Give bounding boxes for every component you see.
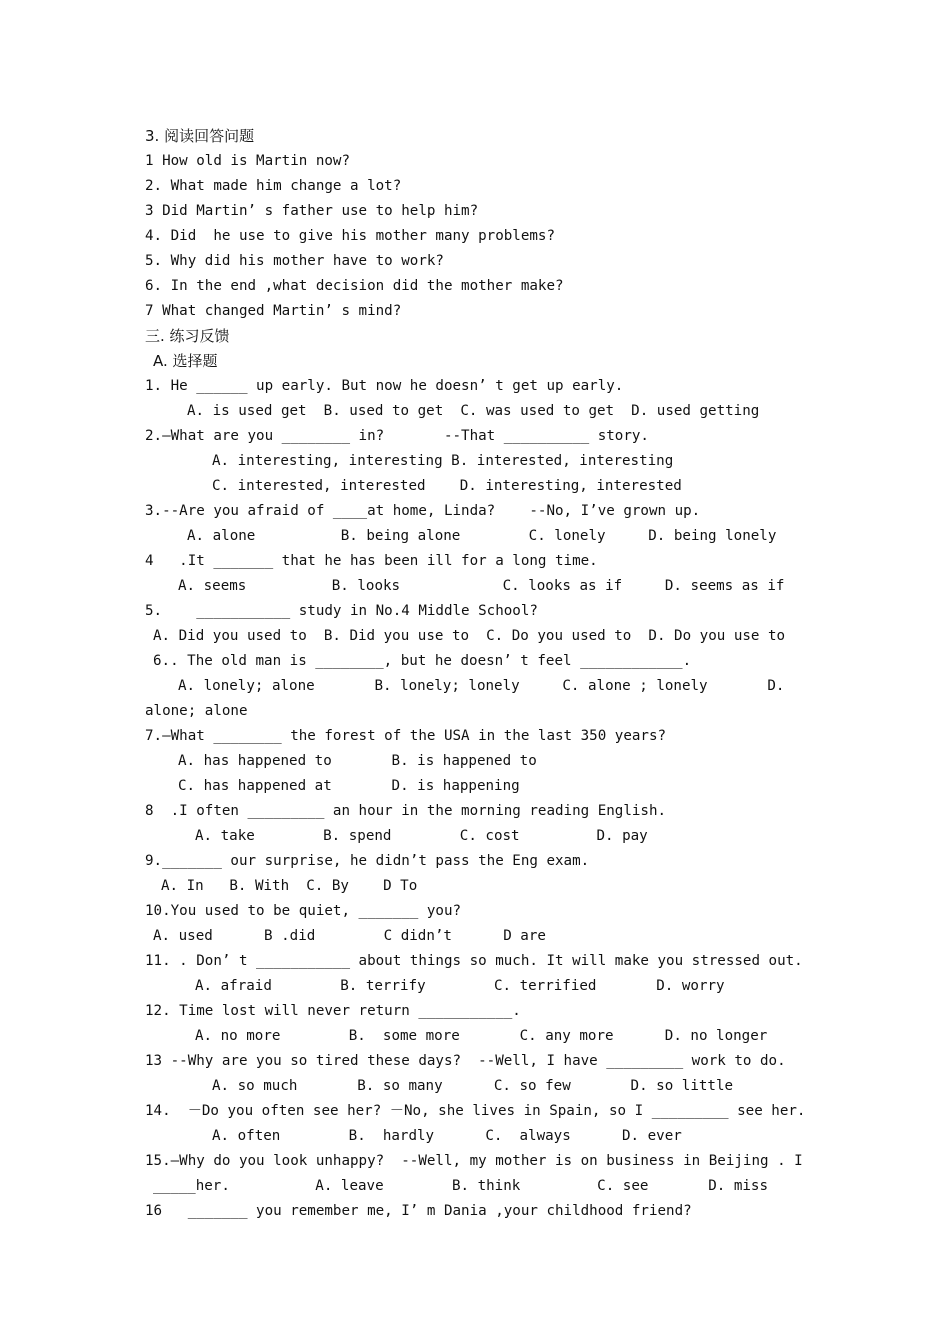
text-line: A. used B .did C didn’t D are xyxy=(153,928,546,944)
text-line: A. take B. spend C. cost D. pay xyxy=(195,828,648,844)
text-line: 8 .I often _________ an hour in the morning reading English. xyxy=(145,803,667,819)
text-line: A. Did you used to B. Did you use to C. Do you used to D. Do you use to xyxy=(153,628,786,644)
text-line: A. so much B. so many C. so few D. so little xyxy=(212,1078,734,1094)
text-line: 3 Did Martin’ s father use to help him? xyxy=(145,203,479,219)
text-line: 1. He ______ up early. But now he doesn’ t get up early. xyxy=(145,378,624,394)
text-line: A. In B. With C. By D To xyxy=(161,878,418,894)
text-line: 三. 练习反馈 xyxy=(145,327,230,345)
text-line: A. afraid B. terrify C. terrified D. worry xyxy=(195,978,725,994)
text-line: 2. What made him change a lot? xyxy=(145,178,402,194)
text-line: C. interested, interested D. interesting, interested xyxy=(212,478,682,494)
text-line: 5. ___________ study in No.4 Middle School? xyxy=(145,603,538,619)
document-page xyxy=(0,124,950,1224)
text-line: 6.. The old man is ________, but he doesn’ t feel ____________. xyxy=(153,653,692,669)
text-line: 7 What changed Martin’ s mind? xyxy=(145,303,402,319)
text-line: C. has happened at D. is happening xyxy=(178,778,520,794)
text-line: 3. 阅读回答问题 xyxy=(145,127,255,145)
text-line: 5. Why did his mother have to work? xyxy=(145,253,444,269)
text-line: 2.—What are you ________ in? --That __________ story. xyxy=(145,428,649,444)
text-line: 3.--Are you afraid of ____at home, Linda? --No, I’ve grown up. xyxy=(145,503,701,519)
text-line: 12. Time lost will never return ___________. xyxy=(145,1003,521,1019)
text-line: _____her. A. leave B. think C. see D. miss xyxy=(153,1178,768,1194)
text-line: 13 --Why are you so tired these days? --Well, I have _________ work to do. xyxy=(145,1053,786,1069)
text-line: A. interesting, interesting B. interested, interesting xyxy=(212,453,674,469)
text-line: 4. Did he use to give his mother many problems? xyxy=(145,228,555,244)
text-line: A. seems B. looks C. looks as if D. seems as if xyxy=(178,578,785,594)
text-line: A. alone B. being alone C. lonely D. being lonely xyxy=(187,528,777,544)
text-line: A. lonely; alone B. lonely; lonely C. alone ; lonely D. xyxy=(178,678,785,694)
text-line: 15.—Why do you look unhappy? --Well, my mother is on business in Beijing . I xyxy=(145,1153,803,1169)
text-line: 1 How old is Martin now? xyxy=(145,153,350,169)
text-line: A. no more B. some more C. any more D. no longer xyxy=(195,1028,768,1044)
text-line: A. has happened to B. is happened to xyxy=(178,753,537,769)
text-line: alone; alone xyxy=(145,703,248,719)
text-line: 9._______ our surprise, he didn’t pass the Eng exam. xyxy=(145,853,590,869)
text-line: 6. In the end ,what decision did the mother make? xyxy=(145,278,564,294)
text-line: 16 _______ you remember me, I’ m Dania ,your childhood friend? xyxy=(145,1203,692,1219)
text-line: A. is used get B. used to get C. was used to get D. used getting xyxy=(187,403,760,419)
text-line: 14. －Do you often see her? －No, she lives in Spain, so I _________ see her. xyxy=(145,1103,806,1119)
text-line: A. often B. hardly C. always D. ever xyxy=(212,1128,682,1144)
text-line: 11. . Don’ t ___________ about things so much. It will make you stressed out. xyxy=(145,953,803,969)
text-line: 10.You used to be quiet, _______ you? xyxy=(145,903,462,919)
text-line: 7.—What ________ the forest of the USA in the last 350 years? xyxy=(145,728,667,744)
text-line: 4 .It _______ that he has been ill for a long time. xyxy=(145,553,598,569)
text-line: A. 选择题 xyxy=(153,352,218,370)
